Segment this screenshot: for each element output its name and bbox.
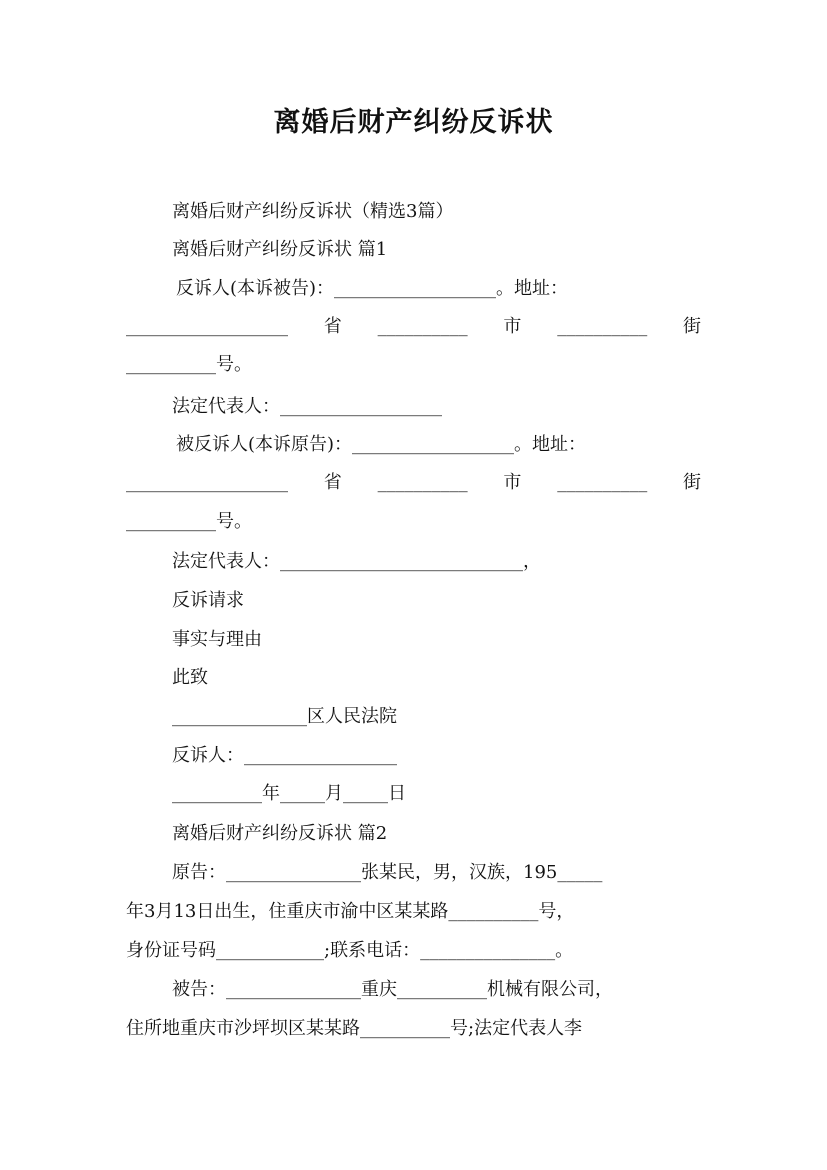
signature-line: 反诉人：_________________ — [172, 745, 397, 766]
plaintiff-address-line: 年3月13日出生，住重庆市渝中区某某路__________号， — [126, 901, 575, 922]
section-heading-2: 离婚后财产纠纷反诉状 篇2 — [172, 823, 388, 844]
address-blank: __________ — [557, 316, 648, 337]
address-blank: __________ — [377, 472, 468, 493]
counterclaimant-line: 反诉人(本诉被告)：__________________。地址： — [176, 278, 569, 299]
defendant-line: 被告：_______________重庆__________机械有限公司， — [172, 979, 613, 1000]
plaintiff-line: 原告：_______________张某民，男，汉族，195_____ — [172, 862, 603, 883]
city-label: 市 — [503, 472, 522, 493]
claims-heading: 反诉请求 — [172, 590, 244, 611]
counter-defendant-line: 被反诉人(本诉原告)：__________________。地址： — [176, 434, 587, 455]
house-number-line: __________号。 — [126, 354, 252, 375]
street-label: 街 — [682, 472, 701, 493]
street-label: 街 — [682, 316, 701, 337]
facts-heading: 事实与理由 — [172, 629, 262, 650]
defendant-address-line: 住所地重庆市沙坪坝区某某路__________号;法定代表人李 — [126, 1018, 583, 1039]
section-heading-1: 离婚后财产纠纷反诉状 篇1 — [172, 239, 388, 260]
legal-representative-line: 法定代表人：__________________ — [172, 396, 442, 417]
court-line: _______________区人民法院 — [172, 706, 397, 727]
address-blank: __________________ — [126, 316, 288, 337]
address-line-2 — [126, 470, 701, 496]
plaintiff-id-line: 身份证号码____________;联系电话：_______________。 — [126, 940, 574, 961]
province-label: 省 — [323, 472, 342, 493]
subtitle-selection: 离婚后财产纠纷反诉状（精选3篇） — [172, 201, 454, 222]
address-line-1 — [126, 314, 701, 340]
city-label: 市 — [503, 316, 522, 337]
legal-representative-line: 法定代表人：___________________________， — [172, 551, 541, 572]
address-blank: __________ — [557, 472, 648, 493]
salutation: 此致 — [172, 667, 208, 688]
house-number-line: __________号。 — [126, 511, 252, 532]
province-label: 省 — [323, 316, 342, 337]
document-title: 离婚后财产纠纷反诉状 — [273, 107, 554, 138]
date-line: __________年_____月_____日 — [172, 783, 406, 804]
address-blank: __________ — [377, 316, 468, 337]
address-blank: __________________ — [126, 472, 288, 493]
